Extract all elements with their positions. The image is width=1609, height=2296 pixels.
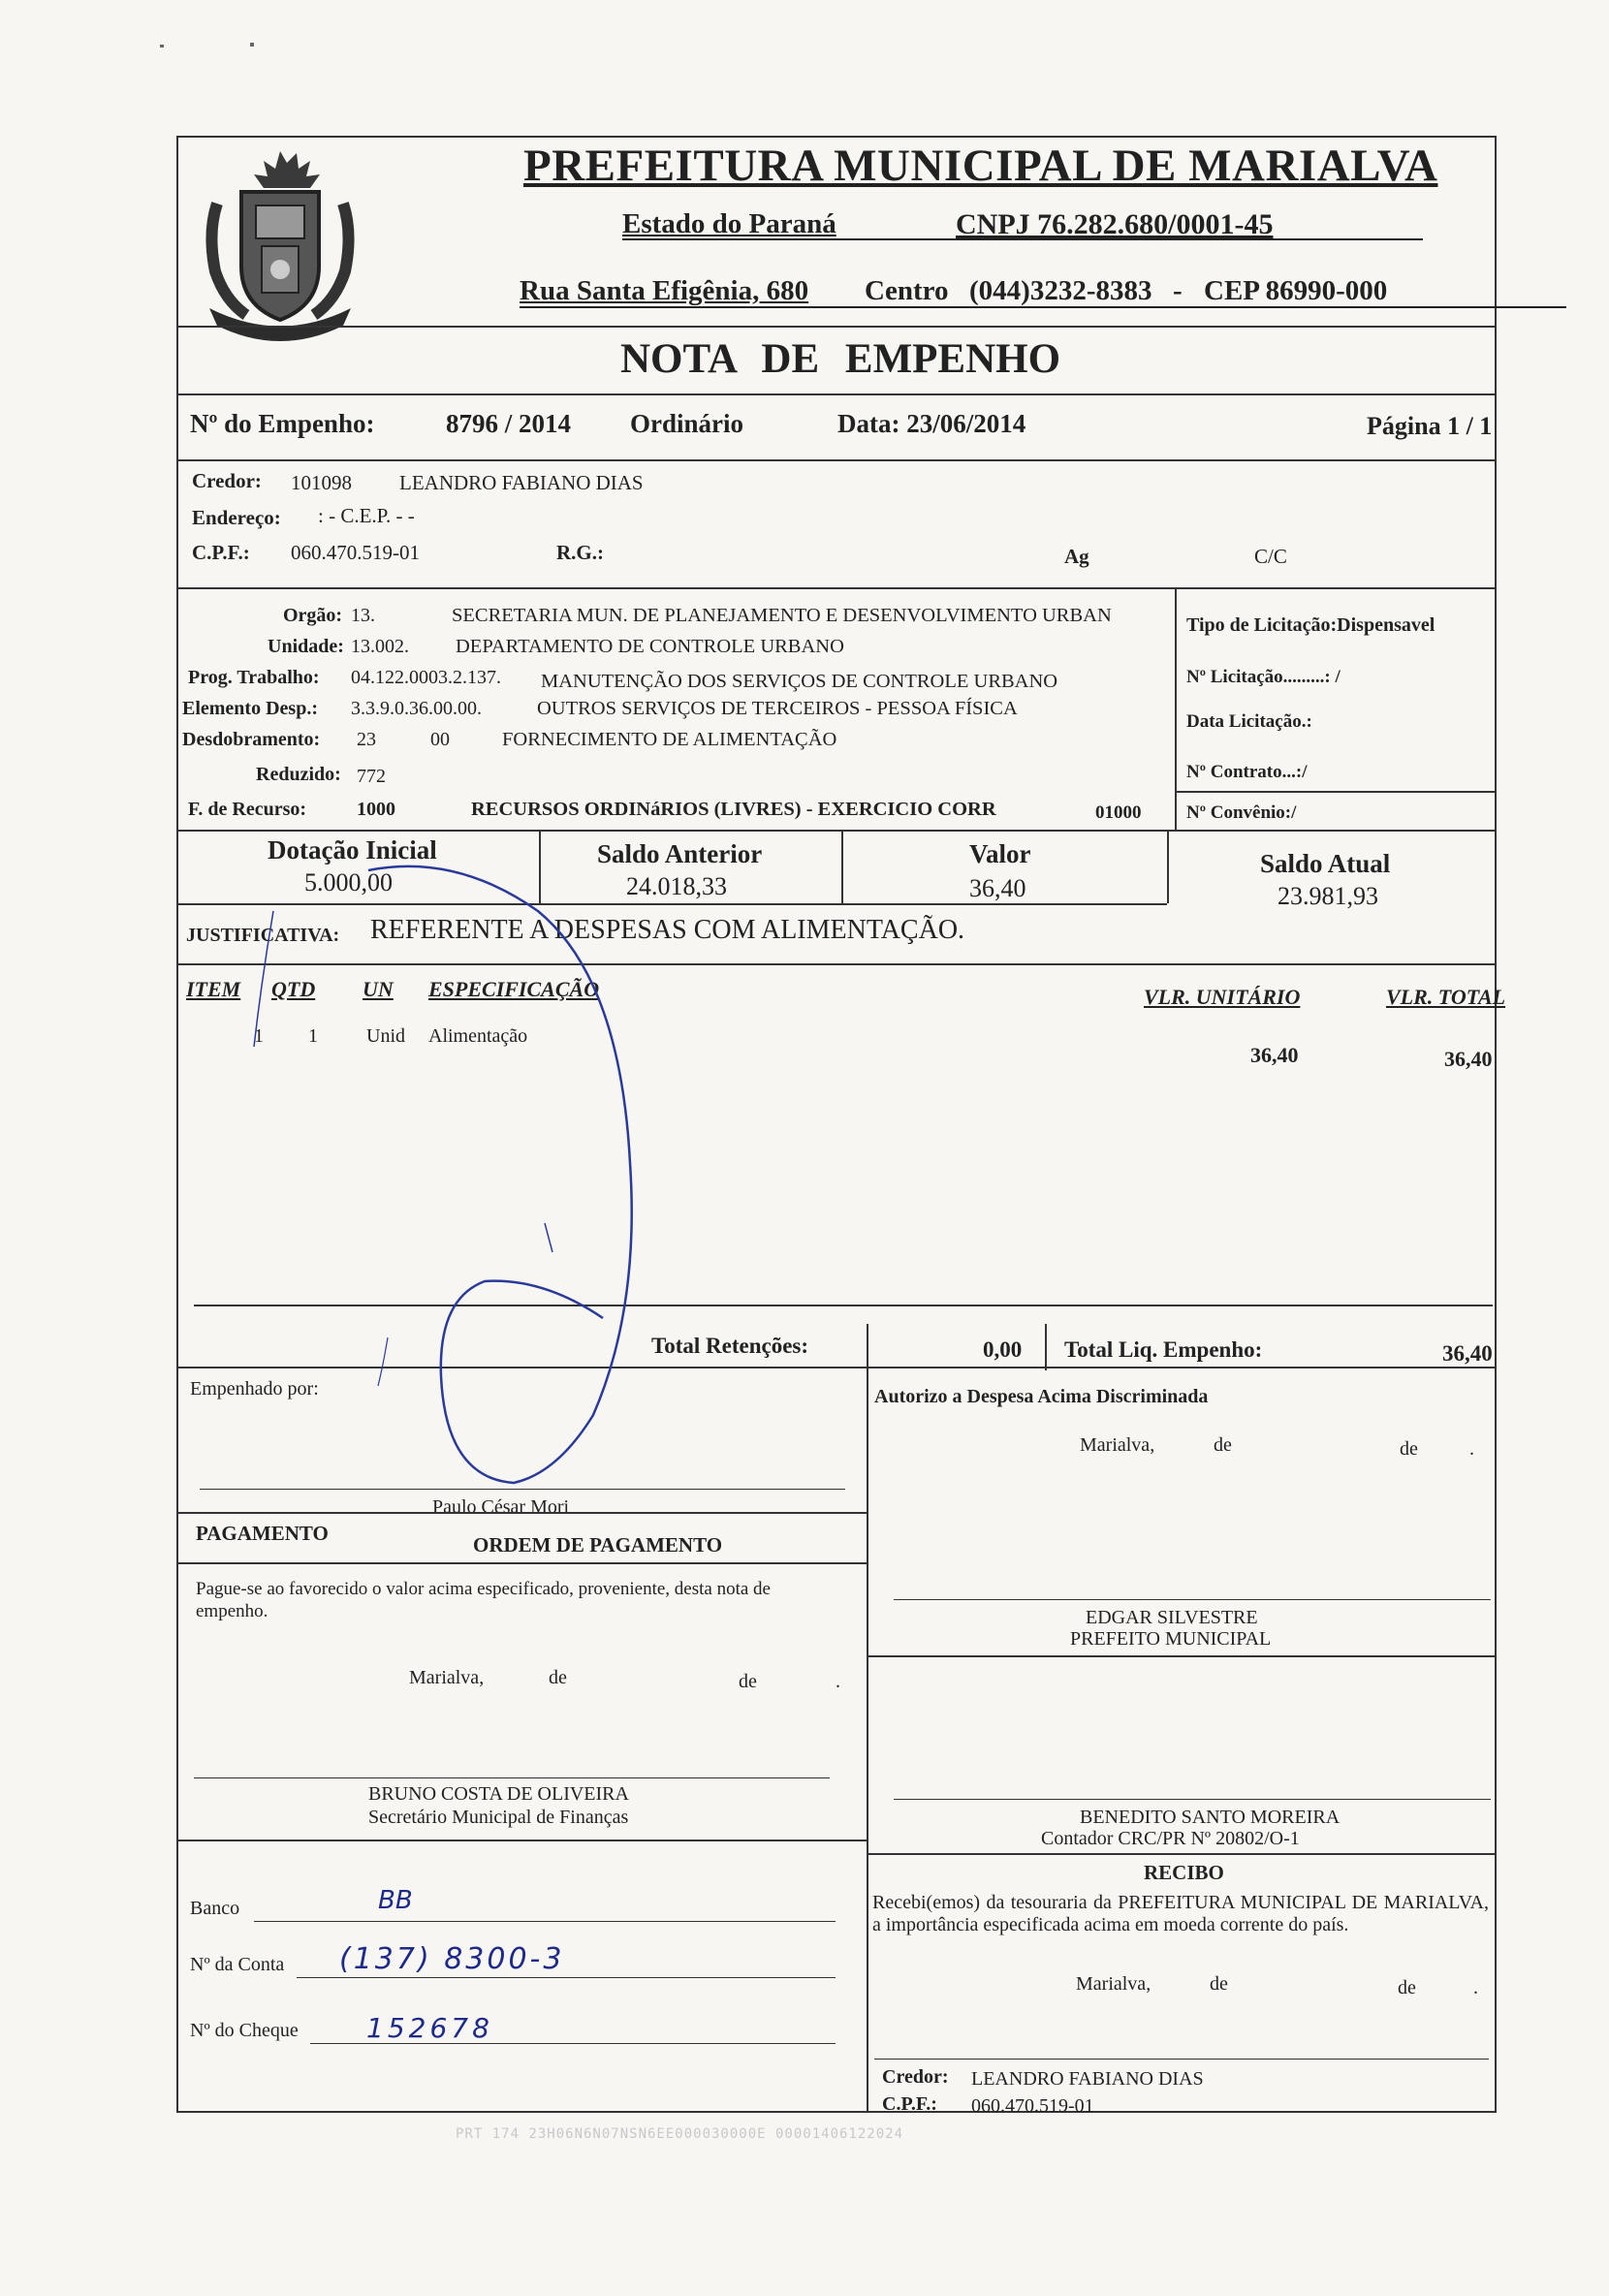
- numero-convenio: Nº Convênio:/: [1186, 802, 1297, 823]
- saldo-anterior-label: Saldo Anterior: [597, 839, 763, 868]
- empenho-date: Data: 23/06/2014: [837, 409, 1026, 438]
- recibo-title: RECIBO: [1144, 1861, 1224, 1884]
- endereco-value: : - C.E.P. - -: [318, 504, 415, 527]
- retencoes-value: 0,00: [983, 1337, 1023, 1362]
- banco-value: BB: [378, 1886, 413, 1915]
- col-qtd: QTD: [271, 977, 316, 1001]
- prefeito-title: PREFEITO MUNICIPAL: [1070, 1628, 1272, 1650]
- recibo-cpf: 060.470.519-01: [971, 2095, 1094, 2117]
- pagamento-text: Pague-se ao favorecido o valor acima especificado, proveniente, desta nota de empenho.: [196, 1579, 771, 1621]
- pagamento-dot: .: [836, 1671, 840, 1692]
- numero-licitacao: Nº Licitação.........: /: [1186, 667, 1341, 687]
- endereco-label: Endereço:: [192, 506, 281, 529]
- credor-label: Credor:: [192, 469, 262, 492]
- dotacao-value: 5.000,00: [304, 868, 393, 896]
- pagamento-label: PAGAMENTO: [196, 1522, 329, 1545]
- autorizo-dot: .: [1469, 1438, 1474, 1460]
- justificativa-label: JUSTIFICATIVA:: [186, 925, 340, 946]
- address-cep: CEP 86990-000: [1204, 275, 1388, 306]
- unidade-desc: DEPARTAMENTO DE CONTROLE URBANO: [456, 636, 844, 657]
- desdobramento-code: 23: [357, 729, 376, 750]
- address-phone: (044)3232-8383: [969, 275, 1152, 306]
- fonte-recurso-extra: 01000: [1095, 802, 1142, 823]
- fonte-recurso-label: F. de Recurso:: [188, 799, 307, 820]
- desdobramento-label: Desdobramento:: [182, 729, 321, 750]
- col-vlr-total: VLR. TOTAL: [1386, 985, 1506, 1009]
- unidade-label: Unidade:: [268, 636, 344, 657]
- empenhado-signer: Paulo César Mori: [432, 1496, 570, 1518]
- secretario-title: Secretário Municipal de Finanças: [368, 1807, 629, 1828]
- fonte-recurso-code: 1000: [357, 799, 395, 820]
- autorizo-city: Marialva,: [1080, 1434, 1155, 1456]
- col-especificacao: ESPECIFICAÇÃO: [428, 977, 600, 1001]
- doc-title: NOTA DE EMPENHO: [620, 336, 1061, 382]
- empenho-number-label: Nº do Empenho:: [190, 409, 375, 438]
- ordem-pagamento: ORDEM DE PAGAMENTO: [473, 1533, 723, 1557]
- contador-name: BENEDITO SANTO MOREIRA: [1080, 1807, 1341, 1828]
- address-district: Centro: [865, 275, 949, 306]
- elemento-desp-code: 3.3.9.0.36.00.00.: [351, 698, 482, 719]
- autorizo-de2: de: [1400, 1438, 1418, 1460]
- unidade-code: 13.002.: [351, 636, 409, 657]
- valor-value: 36,40: [969, 874, 1026, 902]
- recibo-cpf-label: C.P.F.:: [882, 2093, 937, 2115]
- reduzido-label: Reduzido:: [256, 764, 341, 785]
- data-licitacao: Data Licitação.:: [1186, 711, 1312, 732]
- saldo-atual-value: 23.981,93: [1278, 882, 1378, 910]
- cpf-label: C.P.F.:: [192, 541, 250, 564]
- pagamento-de2: de: [739, 1671, 757, 1692]
- saldo-atual-label: Saldo Atual: [1260, 849, 1391, 878]
- recibo-text: Recebi(emos) da tesouraria da PREFEITURA MUNICIPAL DE MARIALVA, a importância especificada acima em moeda corrente do país.: [872, 1892, 1489, 1935]
- retencoes-label: Total Retenções:: [651, 1334, 809, 1358]
- recibo-credor-label: Credor:: [882, 2066, 949, 2088]
- address-street: Rua Santa Efigênia, 680: [520, 275, 809, 306]
- saldo-anterior-value: 24.018,33: [626, 872, 727, 900]
- empenhado-label: Empenhado por:: [190, 1378, 319, 1400]
- tipo-licitacao: Tipo de Licitação:Dispensavel: [1186, 614, 1435, 636]
- secretario-name: BRUNO COSTA DE OLIVEIRA: [368, 1783, 629, 1805]
- desdobramento-sub: 00: [430, 729, 450, 750]
- cc-label: C/C: [1254, 545, 1287, 568]
- prog-trabalho-code: 04.122.0003.2.137.: [351, 667, 501, 688]
- pagamento-city: Marialva,: [409, 1667, 485, 1688]
- valor-label: Valor: [969, 839, 1031, 868]
- credor-code: 101098: [291, 471, 352, 494]
- orgao-label: Orgão:: [283, 605, 343, 626]
- cnpj-label: CNPJ 76.282.680/0001-45: [956, 208, 1274, 240]
- empenho-number: 8796 / 2014: [446, 409, 572, 438]
- cpf-value: 060.470.519-01: [291, 541, 420, 564]
- orgao-desc: SECRETARIA MUN. DE PLANEJAMENTO E DESENVOLVIMENTO URBAN: [452, 605, 1112, 626]
- liq-empenho-label: Total Liq. Empenho:: [1064, 1337, 1263, 1362]
- col-vlr-unitario: VLR. UNITÁRIO: [1144, 985, 1301, 1009]
- contador-title: Contador CRC/PR Nº 20802/O-1: [1041, 1828, 1300, 1849]
- empenho-type: Ordinário: [630, 409, 744, 438]
- conta-value: (137) 8300-3: [339, 1942, 565, 1976]
- item-qtd: 1: [308, 1025, 318, 1047]
- recibo-de1: de: [1210, 1973, 1228, 1995]
- item-number: 1: [254, 1025, 264, 1047]
- banco-label: Banco: [190, 1898, 240, 1919]
- item-spec: Alimentação: [428, 1025, 528, 1047]
- autorizo-text: Autorizo a Despesa Acima Discriminada: [874, 1386, 1209, 1407]
- ag-label: Ag: [1064, 545, 1089, 568]
- cheque-label: Nº do Cheque: [190, 2020, 299, 2041]
- conta-label: Nº da Conta: [190, 1954, 285, 1975]
- item-unit-price: 36,40: [1250, 1043, 1299, 1067]
- fonte-recurso-desc: RECURSOS ORDINáRIOS (LIVRES) - EXERCICIO CORR: [471, 799, 996, 820]
- numero-contrato: Nº Contrato...:/: [1186, 762, 1308, 782]
- page-number: Página 1 / 1: [1367, 412, 1493, 440]
- recibo-de2: de: [1398, 1977, 1416, 1998]
- address-dash: -: [1173, 275, 1183, 306]
- col-un: UN: [363, 977, 394, 1001]
- credor-name: LEANDRO FABIANO DIAS: [399, 471, 644, 494]
- recibo-city: Marialva,: [1076, 1973, 1152, 1995]
- recibo-dot: .: [1473, 1977, 1478, 1998]
- elemento-desp-desc: OUTROS SERVIÇOS DE TERCEIROS - PESSOA FÍSICA: [537, 698, 1018, 719]
- state-label: Estado do Paraná: [622, 208, 836, 239]
- item-total-price: 36,40: [1444, 1047, 1493, 1071]
- footer-stamp: PRT 174 23H06N6N07NSN6EE000030000E 00001406122024: [456, 2126, 904, 2142]
- pagamento-de1: de: [549, 1667, 567, 1688]
- reduzido-code: 772: [357, 766, 386, 787]
- dotacao-label: Dotação Inicial: [268, 835, 437, 865]
- recibo-credor: LEANDRO FABIANO DIAS: [971, 2068, 1204, 2090]
- item-un: Unid: [366, 1025, 405, 1047]
- autorizo-de1: de: [1214, 1434, 1232, 1456]
- liq-empenho-value: 36,40: [1442, 1341, 1493, 1366]
- cheque-value: 152678: [366, 2012, 493, 2044]
- prefeito-name: EDGAR SILVESTRE: [1086, 1607, 1258, 1628]
- orgao-code: 13.: [351, 605, 375, 626]
- prog-trabalho-desc: MANUTENÇÃO DOS SERVIÇOS DE CONTROLE URBANO: [541, 671, 1058, 692]
- rg-label: R.G.:: [556, 541, 604, 564]
- elemento-desp-label: Elemento Desp.:: [182, 698, 318, 719]
- prog-trabalho-label: Prog. Trabalho:: [188, 667, 320, 688]
- col-item: ITEM: [186, 977, 241, 1001]
- justificativa-text: REFERENTE A DESPESAS COM ALIMENTAÇÃO.: [370, 915, 965, 945]
- desdobramento-desc: FORNECIMENTO DE ALIMENTAÇÃO: [502, 729, 837, 750]
- prefeitura-title: PREFEITURA MUNICIPAL DE MARIALVA: [523, 141, 1438, 191]
